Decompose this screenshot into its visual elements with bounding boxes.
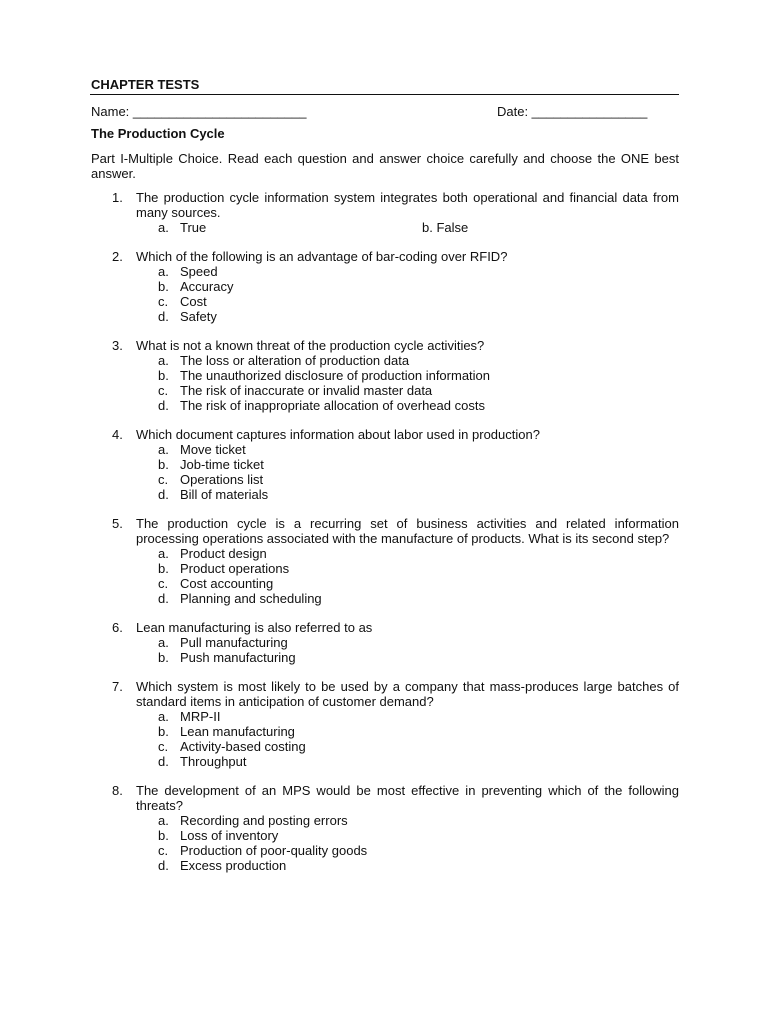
choice-letter: d. bbox=[158, 858, 169, 873]
choice-item bbox=[158, 309, 679, 324]
question-3 bbox=[91, 338, 679, 413]
question-6 bbox=[91, 620, 679, 665]
choice-letter: d. bbox=[158, 309, 169, 324]
choice-text: Push manufacturing bbox=[180, 650, 296, 665]
choice-text: Recording and posting errors bbox=[180, 813, 348, 828]
question-text: Which system is most likely to be used by a company that mass-produces large batches of standard items in anticipation of customer demand? bbox=[136, 679, 679, 709]
choice-text: The risk of inappropriate allocation of overhead costs bbox=[180, 398, 485, 413]
choice-item bbox=[158, 472, 679, 487]
choice-letter: a. bbox=[158, 546, 169, 561]
choice-text: Operations list bbox=[180, 472, 264, 487]
choice-text: Lean manufacturing bbox=[180, 724, 295, 739]
header-divider bbox=[90, 94, 679, 95]
choice-list bbox=[91, 546, 679, 606]
chapter-title: CHAPTER TESTS bbox=[91, 77, 200, 92]
question-1 bbox=[91, 190, 679, 235]
choice-item bbox=[158, 279, 679, 294]
choice-list bbox=[91, 635, 679, 665]
choice-letter: a. bbox=[158, 813, 169, 828]
choice-list bbox=[91, 442, 679, 502]
choice-letter: c. bbox=[158, 472, 169, 487]
choice-item bbox=[158, 487, 679, 502]
choice-item bbox=[158, 858, 679, 873]
question-number: 3. bbox=[112, 338, 123, 353]
question-number: 7. bbox=[112, 679, 123, 694]
question-list bbox=[91, 190, 679, 887]
choice-item bbox=[158, 442, 679, 457]
choice-text: Move ticket bbox=[180, 442, 246, 457]
question-5 bbox=[91, 516, 679, 606]
choice-letter: c. bbox=[158, 843, 169, 858]
choice-letter: b. bbox=[158, 724, 169, 739]
choice-text: Safety bbox=[180, 309, 217, 324]
choice-item bbox=[158, 650, 679, 665]
choice-item bbox=[158, 724, 679, 739]
choice-list bbox=[91, 353, 679, 413]
choice-item bbox=[158, 754, 679, 769]
choice-item bbox=[158, 353, 679, 368]
choice-text: Planning and scheduling bbox=[180, 591, 322, 606]
choice-letter: b. bbox=[158, 828, 169, 843]
question-text: The production cycle is a recurring set of business activities and related information processing operations associated with the manufacture of products. What is its second step? bbox=[136, 516, 679, 546]
choice-text: Pull manufacturing bbox=[180, 635, 288, 650]
choice-item bbox=[158, 709, 679, 724]
section-title: The Production Cycle bbox=[91, 126, 225, 141]
choice-false: b. False bbox=[422, 220, 469, 235]
choice-list bbox=[91, 813, 679, 873]
question-number: 6. bbox=[112, 620, 123, 635]
choice-item bbox=[158, 843, 679, 858]
choice-text: Speed bbox=[180, 264, 218, 279]
choice-text: The loss or alteration of production data bbox=[180, 353, 410, 368]
question-2 bbox=[91, 249, 679, 324]
choice-text: Cost bbox=[180, 294, 207, 309]
choice-list bbox=[91, 264, 679, 324]
choice-item bbox=[158, 576, 679, 591]
choice-text: MRP-II bbox=[180, 709, 221, 724]
question-text: Lean manufacturing is also referred to as bbox=[136, 620, 373, 635]
choice-item bbox=[158, 264, 679, 279]
choice-item bbox=[158, 383, 679, 398]
question-4 bbox=[91, 427, 679, 502]
choice-letter: b. bbox=[158, 561, 169, 576]
choice-text: Production of poor-quality goods bbox=[180, 843, 368, 858]
choice-text: Throughput bbox=[180, 754, 247, 769]
choice-item bbox=[158, 294, 679, 309]
choice-letter: a. bbox=[158, 353, 169, 368]
choice-letter: d. bbox=[158, 398, 169, 413]
choice-item bbox=[158, 635, 679, 650]
choice-letter: b. bbox=[158, 368, 169, 383]
choice-text: Product operations bbox=[180, 561, 290, 576]
choice-text: Accuracy bbox=[180, 279, 234, 294]
choice-letter: c. bbox=[158, 383, 169, 398]
choice-letter: a. bbox=[158, 442, 169, 457]
choice-letter: a. bbox=[158, 709, 169, 724]
choice-letter: b. bbox=[158, 650, 169, 665]
choice-letter: a. bbox=[158, 220, 169, 235]
question-number: 1. bbox=[112, 190, 123, 205]
choice-text: Job-time ticket bbox=[180, 457, 264, 472]
choice-letter: a. bbox=[158, 264, 169, 279]
choice-text: Excess production bbox=[180, 858, 287, 873]
date-field-label: Date: ________________ bbox=[497, 104, 648, 119]
question-text: The development of an MPS would be most effective in preventing which of the following threats? bbox=[136, 783, 679, 813]
choice-text: The risk of inaccurate or invalid master data bbox=[180, 383, 433, 398]
choice-item bbox=[158, 739, 679, 754]
choice-row bbox=[91, 220, 679, 235]
choice-item bbox=[158, 561, 679, 576]
question-text: What is not a known threat of the production cycle activities? bbox=[136, 338, 485, 353]
choice-item bbox=[158, 457, 679, 472]
question-number: 8. bbox=[112, 783, 123, 798]
question-7 bbox=[91, 679, 679, 769]
name-field-label: Name: ________________________ bbox=[91, 104, 307, 119]
choice-item bbox=[158, 546, 679, 561]
question-number: 2. bbox=[112, 249, 123, 264]
choice-letter: d. bbox=[158, 754, 169, 769]
choice-text: True bbox=[180, 220, 207, 235]
choice-letter: a. bbox=[158, 635, 169, 650]
choice-text: The unauthorized disclosure of production information bbox=[180, 368, 491, 383]
choice-text: Activity-based costing bbox=[180, 739, 306, 754]
question-number: 5. bbox=[112, 516, 123, 531]
instructions-text: Part I-Multiple Choice. Read each question and answer choice carefully and choose the ONE best answer. bbox=[91, 151, 679, 181]
question-text: Which of the following is an advantage of bar-coding over RFID? bbox=[136, 249, 508, 264]
choice-item bbox=[158, 828, 679, 843]
choice-text: Loss of inventory bbox=[180, 828, 279, 843]
choice-letter: c. bbox=[158, 576, 169, 591]
question-8 bbox=[91, 783, 679, 873]
choice-letter: d. bbox=[158, 591, 169, 606]
choice-item bbox=[158, 368, 679, 383]
question-number: 4. bbox=[112, 427, 123, 442]
choice-letter: d. bbox=[158, 487, 169, 502]
choice-letter: b. bbox=[158, 279, 169, 294]
choice-letter: b. bbox=[158, 457, 169, 472]
choice-list bbox=[91, 709, 679, 769]
choice-letter: c. bbox=[158, 739, 169, 754]
choice-text: Product design bbox=[180, 546, 267, 561]
question-text: Which document captures information about labor used in production? bbox=[136, 427, 540, 442]
question-text: The production cycle information system integrates both operational and financial data from many sources. bbox=[136, 190, 679, 220]
choice-letter: c. bbox=[158, 294, 169, 309]
choice-item bbox=[158, 398, 679, 413]
choice-text: Cost accounting bbox=[180, 576, 274, 591]
choice-text: Bill of materials bbox=[180, 487, 269, 502]
choice-item bbox=[158, 813, 679, 828]
choice-item bbox=[158, 591, 679, 606]
